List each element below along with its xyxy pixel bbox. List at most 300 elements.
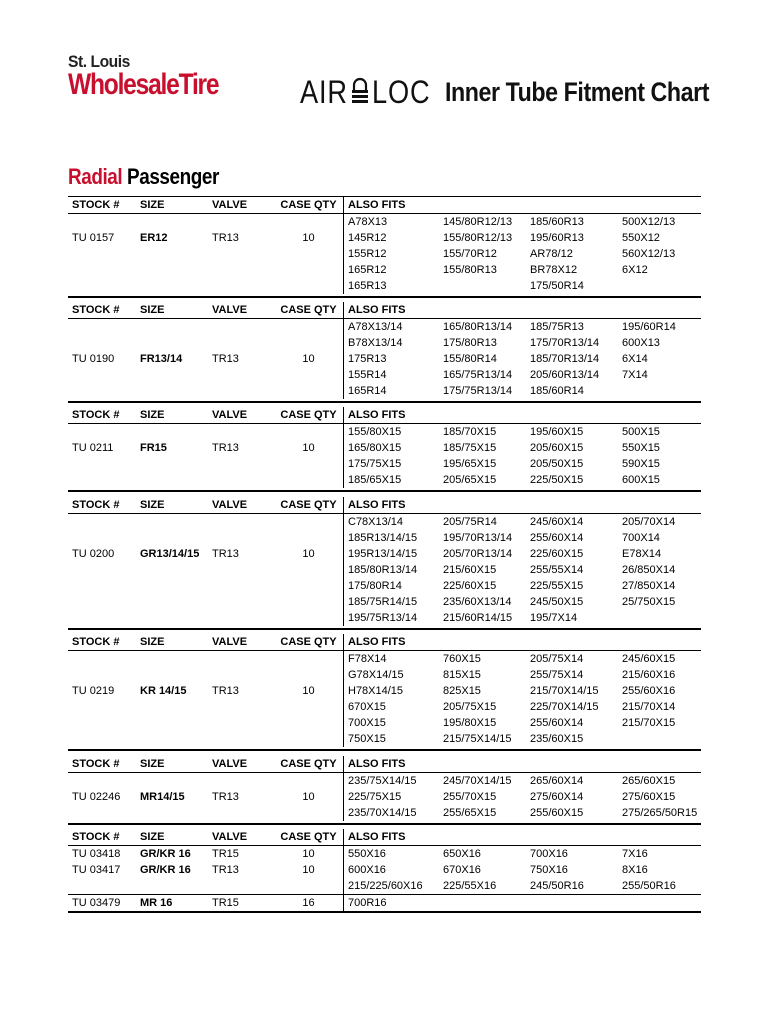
also-fits-cell: 760X15 <box>443 653 481 665</box>
also-fits-cell: 225/50X15 <box>530 474 584 486</box>
tube-size <box>140 773 212 790</box>
also-fits-cell: 155/70R12 <box>443 248 497 260</box>
also-fits-cell: 275/265/50R15 <box>622 807 698 819</box>
also-fits-cell: 670X15 <box>344 699 444 715</box>
valve-type <box>212 246 274 262</box>
also-fits-cell: 255/70X15 <box>443 791 497 803</box>
airloc-brand <box>300 74 752 110</box>
valve-type <box>212 610 274 626</box>
table-row <box>68 319 701 336</box>
also-fits-cell: 265/60X14 <box>530 775 584 787</box>
stock-number <box>68 773 140 790</box>
case-qty <box>274 472 344 488</box>
also-fits-cell: 155R14 <box>344 367 444 383</box>
case-qty: 10 <box>302 685 315 697</box>
stock-number <box>68 805 140 821</box>
valve-type: TR13 <box>212 791 239 803</box>
tube-size <box>140 610 212 626</box>
valve-type <box>212 278 274 294</box>
also-fits-cell: 750X15 <box>344 731 444 747</box>
valve-type <box>212 456 274 472</box>
also-fits-cell: 165/80R13/14 <box>443 321 513 333</box>
valve-type <box>212 514 274 531</box>
stock-number <box>68 367 140 383</box>
table-row <box>68 805 701 821</box>
table-header-row <box>68 197 701 214</box>
table-header-row <box>68 302 701 319</box>
stock-number: TU 0190 <box>72 353 115 365</box>
stock-number <box>68 383 140 399</box>
valve-type <box>212 214 274 231</box>
header-case-qty: CASE QTY <box>280 831 337 843</box>
brand-air: AIR <box>300 74 348 110</box>
stock-number <box>68 562 140 578</box>
also-fits-cell: 195/70R13/14 <box>443 532 513 544</box>
also-fits-cell: 175/70R13/14 <box>530 337 600 349</box>
stock-number <box>68 667 140 683</box>
stock-number: TU 0219 <box>72 685 115 697</box>
also-fits-cell: 195/75R13/14 <box>344 610 444 626</box>
also-fits-cell: 195/7X14 <box>530 612 578 624</box>
tube-size: FR13/14 <box>140 353 183 365</box>
case-qty <box>274 805 344 821</box>
also-fits-cell: 550X12 <box>622 232 660 244</box>
valve-type: TR13 <box>212 864 239 876</box>
tube-size <box>140 262 212 278</box>
valve-type: TR13 <box>212 548 239 560</box>
also-fits-cell: BR78X12 <box>530 264 578 276</box>
case-qty: 10 <box>302 548 315 560</box>
valve-type <box>212 367 274 383</box>
case-qty: 10 <box>302 353 315 365</box>
table-row <box>68 472 701 488</box>
also-fits-cell: 245/60X15 <box>622 653 676 665</box>
also-fits-cell: 205/50X15 <box>530 458 584 470</box>
also-fits-cell: 155/80R13 <box>443 264 497 276</box>
tube-size <box>140 335 212 351</box>
valve-type: TR15 <box>212 897 239 909</box>
table-row <box>68 246 701 262</box>
valve-type <box>212 773 274 790</box>
tube-size <box>140 562 212 578</box>
also-fits-cell: 215/70X14 <box>622 701 676 713</box>
section-heading-red: Radial <box>68 164 123 189</box>
tube-size <box>140 594 212 610</box>
group-bottom-rule <box>68 911 701 913</box>
group-bottom-rule <box>68 628 701 630</box>
header-also-fits: ALSO FITS <box>344 407 702 424</box>
also-fits-cell: 205/75R14 <box>443 516 497 528</box>
header-case-qty: CASE QTY <box>280 409 337 421</box>
table-row <box>68 610 701 626</box>
table-row <box>68 862 701 878</box>
tube-size: GR/KR 16 <box>140 864 191 876</box>
case-qty <box>274 456 344 472</box>
logo-tire: Tire <box>178 68 219 101</box>
tube-size <box>140 214 212 231</box>
table-row <box>68 562 701 578</box>
also-fits-cell: 205/75X15 <box>443 701 497 713</box>
also-fits-cell: 215/70X15 <box>622 717 676 729</box>
table-row <box>68 789 701 805</box>
valve-type: TR13 <box>212 353 239 365</box>
also-fits-cell: 550X15 <box>622 442 660 454</box>
case-qty <box>274 424 344 441</box>
tube-size <box>140 472 212 488</box>
header-stock: STOCK # <box>72 409 120 421</box>
header-size: SIZE <box>140 758 165 770</box>
tube-size <box>140 514 212 531</box>
case-qty <box>274 731 344 747</box>
valve-type <box>212 472 274 488</box>
header-size: SIZE <box>140 636 165 648</box>
group-bottom-rule <box>68 296 701 298</box>
stock-number <box>68 424 140 441</box>
also-fits-cell: 185/70X15 <box>443 426 497 438</box>
also-fits-cell: AR78/12 <box>530 248 573 260</box>
tube-size <box>140 246 212 262</box>
stock-number <box>68 214 140 231</box>
case-qty <box>274 610 344 626</box>
case-qty <box>274 514 344 531</box>
case-qty: 16 <box>302 897 315 909</box>
also-fits-cell: 255/60X14 <box>530 532 584 544</box>
case-qty <box>274 715 344 731</box>
section-heading-black: Passenger <box>127 164 219 189</box>
table-row <box>68 424 701 441</box>
table-row <box>68 278 701 294</box>
case-qty <box>274 594 344 610</box>
tube-size: GR/KR 16 <box>140 848 191 860</box>
valve-type: TR13 <box>212 232 239 244</box>
also-fits-cell: 6X14 <box>622 353 648 365</box>
also-fits-cell: 195/60X15 <box>530 426 584 438</box>
also-fits-cell: 700R16 <box>344 895 444 912</box>
logo-wholesale: Wholesale <box>68 68 179 101</box>
table-row <box>68 383 701 399</box>
header-stock: STOCK # <box>72 499 120 511</box>
tube-size: FR15 <box>140 442 167 454</box>
table-row <box>68 651 701 668</box>
table-row <box>68 878 701 895</box>
also-fits-cell: 590X15 <box>622 458 660 470</box>
also-fits-cell: 7X14 <box>622 369 648 381</box>
also-fits-cell <box>622 383 701 399</box>
also-fits-cell: F78X14 <box>344 651 444 668</box>
page-title: Inner Tube Fitment Chart <box>445 76 710 107</box>
case-qty <box>274 367 344 383</box>
table-row <box>68 667 701 683</box>
group-bottom-rule <box>68 749 701 751</box>
also-fits-cell: 255/55X14 <box>530 564 584 576</box>
case-qty <box>274 383 344 399</box>
also-fits-cell: 650X16 <box>443 848 481 860</box>
table-row <box>68 367 701 383</box>
case-qty <box>274 319 344 336</box>
header-size: SIZE <box>140 304 165 316</box>
table-row <box>68 699 701 715</box>
case-qty <box>274 335 344 351</box>
table-header-row <box>68 497 701 514</box>
table-row <box>68 683 701 699</box>
also-fits-cell: 215/70X14/15 <box>530 685 599 697</box>
table-row <box>68 846 701 863</box>
logo-line2 <box>68 68 219 101</box>
also-fits-cell <box>622 278 701 294</box>
stock-number <box>68 472 140 488</box>
also-fits-cell: 185/60R13 <box>530 216 584 228</box>
header-case-qty: CASE QTY <box>280 758 337 770</box>
stock-number <box>68 731 140 747</box>
also-fits-cell: 165R12 <box>344 262 444 278</box>
case-qty <box>274 278 344 294</box>
valve-type <box>212 383 274 399</box>
also-fits-cell: 155/80X15 <box>344 424 444 441</box>
also-fits-cell: 175/50R14 <box>530 280 584 292</box>
fitment-group <box>68 197 701 294</box>
stock-number <box>68 715 140 731</box>
header-valve: VALVE <box>212 409 248 421</box>
valve-type <box>212 878 274 895</box>
also-fits-cell: 825X15 <box>443 685 481 697</box>
stock-number: TU 03417 <box>72 864 121 876</box>
case-qty <box>274 562 344 578</box>
valve-type <box>212 667 274 683</box>
header-valve: VALVE <box>212 831 248 843</box>
tube-size: MR14/15 <box>140 791 185 803</box>
also-fits-cell: 600X16 <box>344 862 444 878</box>
header-valve: VALVE <box>212 199 248 211</box>
also-fits-cell: 215/225/60X16 <box>344 878 444 895</box>
also-fits-cell: 165/75R13/14 <box>443 369 513 381</box>
also-fits-cell: 500X12/13 <box>622 216 676 228</box>
valve-type <box>212 262 274 278</box>
company-logo <box>68 54 248 100</box>
table-row <box>68 351 701 367</box>
stock-number: TU 03479 <box>72 897 121 909</box>
stock-number <box>68 514 140 531</box>
stock-number <box>68 530 140 546</box>
also-fits-cell: 205/75X14 <box>530 653 584 665</box>
valve-type: TR13 <box>212 685 239 697</box>
also-fits-cell: 165R13 <box>344 278 444 294</box>
also-fits-cell: 815X15 <box>443 669 481 681</box>
also-fits-cell: 215/60X16 <box>622 669 676 681</box>
also-fits-cell: 185/80R13/14 <box>344 562 444 578</box>
fitment-group <box>68 497 701 626</box>
also-fits-cell: 215/75X14/15 <box>443 733 512 745</box>
table-row <box>68 456 701 472</box>
header-also-fits: ALSO FITS <box>344 756 702 773</box>
stock-number <box>68 651 140 668</box>
brand-loc: LOC <box>372 74 431 110</box>
header-stock: STOCK # <box>72 758 120 770</box>
also-fits-cell: 245/50X15 <box>530 596 584 608</box>
table-row <box>68 715 701 731</box>
stock-number <box>68 456 140 472</box>
stock-number <box>68 878 140 895</box>
also-fits-cell: 145/80R12/13 <box>443 216 513 228</box>
case-qty <box>274 530 344 546</box>
also-fits-cell: 195/65X15 <box>443 458 497 470</box>
fitment-group <box>68 302 701 399</box>
group-bottom-rule <box>68 401 701 403</box>
tube-size <box>140 878 212 895</box>
also-fits-cell: 245/70X14/15 <box>443 775 512 787</box>
tube-size <box>140 278 212 294</box>
also-fits-cell: 205/70X14 <box>622 516 676 528</box>
table-row <box>68 731 701 747</box>
valve-type <box>212 530 274 546</box>
valve-type <box>212 594 274 610</box>
also-fits-cell: 235/75X14/15 <box>344 773 444 790</box>
header-case-qty: CASE QTY <box>280 304 337 316</box>
tube-size <box>140 667 212 683</box>
also-fits-cell: 195/80X15 <box>443 717 497 729</box>
stock-number <box>68 610 140 626</box>
also-fits-cell: 550X16 <box>344 846 444 863</box>
header-size: SIZE <box>140 831 165 843</box>
header-stock: STOCK # <box>72 831 120 843</box>
tube-size <box>140 530 212 546</box>
also-fits-cell: 175R13 <box>344 351 444 367</box>
table-row <box>68 773 701 790</box>
also-fits-cell: 255/75X14 <box>530 669 584 681</box>
stock-number: TU 0157 <box>72 232 115 244</box>
table-row <box>68 262 701 278</box>
table-row <box>68 440 701 456</box>
also-fits-cell: 255/65X15 <box>443 807 497 819</box>
header-valve: VALVE <box>212 758 248 770</box>
valve-type <box>212 319 274 336</box>
header-size: SIZE <box>140 199 165 211</box>
header-also-fits: ALSO FITS <box>344 829 702 846</box>
table-row <box>68 530 701 546</box>
table-row <box>68 214 701 231</box>
header-case-qty: CASE QTY <box>280 636 337 648</box>
header-valve: VALVE <box>212 636 248 648</box>
case-qty <box>274 578 344 594</box>
stock-number <box>68 319 140 336</box>
also-fits-cell: 235/60X15 <box>530 733 584 745</box>
also-fits-cell: 265/60X15 <box>622 775 676 787</box>
table-header-row <box>68 407 701 424</box>
also-fits-cell: 155R12 <box>344 246 444 262</box>
also-fits-cell: 235/60X13/14 <box>443 596 512 608</box>
also-fits-cell: 185/75R14/15 <box>344 594 444 610</box>
tube-size <box>140 383 212 399</box>
also-fits-cell: 175/80R13 <box>443 337 497 349</box>
also-fits-cell: 195R13/14/15 <box>344 546 444 562</box>
table-header-row <box>68 634 701 651</box>
table-row <box>68 335 701 351</box>
also-fits-cell: 185/60R14 <box>530 385 584 397</box>
also-fits-cell: 275/60X14 <box>530 791 584 803</box>
group-bottom-rule <box>68 823 701 825</box>
stock-number <box>68 578 140 594</box>
tube-size: GR13/14/15 <box>140 548 200 560</box>
also-fits-cell: 225/70X14/15 <box>530 701 599 713</box>
tube-size <box>140 715 212 731</box>
also-fits-cell: 205/70R13/14 <box>443 548 513 560</box>
also-fits-cell: 195/60R14 <box>622 321 676 333</box>
also-fits-cell: 205/65X15 <box>443 474 497 486</box>
also-fits-cell: 175/75X15 <box>344 456 444 472</box>
table-row <box>68 230 701 246</box>
also-fits-cell: 175/75R13/14 <box>443 385 513 397</box>
also-fits-cell: 255/50R16 <box>622 880 676 892</box>
case-qty: 10 <box>302 442 315 454</box>
also-fits-cell: 600X15 <box>622 474 660 486</box>
stock-number: TU 0211 <box>72 442 114 454</box>
header-stock: STOCK # <box>72 636 120 648</box>
case-qty <box>274 262 344 278</box>
also-fits-cell: 165R14 <box>344 383 444 399</box>
tube-size: KR 14/15 <box>140 685 187 697</box>
also-fits-cell: 245/60X14 <box>530 516 584 528</box>
also-fits-cell: 670X16 <box>443 864 481 876</box>
also-fits-cell: 255/60X16 <box>622 685 676 697</box>
stock-number <box>68 278 140 294</box>
valve-type: TR15 <box>212 848 239 860</box>
stock-number <box>68 246 140 262</box>
also-fits-cell: 185R13/14/15 <box>344 530 444 546</box>
also-fits-cell: 185/75X15 <box>443 442 497 454</box>
case-qty: 10 <box>302 232 315 244</box>
case-qty <box>274 699 344 715</box>
also-fits-cell: 255/60X14 <box>530 717 584 729</box>
also-fits-cell: 225/60X15 <box>530 548 584 560</box>
stock-number: TU 03418 <box>72 848 121 860</box>
valve-type <box>212 562 274 578</box>
also-fits-cell: 225/55X16 <box>443 880 497 892</box>
also-fits-cell <box>530 895 622 912</box>
also-fits-cell: 26/850X14 <box>622 564 676 576</box>
valve-type <box>212 578 274 594</box>
header-valve: VALVE <box>212 304 248 316</box>
also-fits-cell: 6X12 <box>622 264 648 276</box>
also-fits-cell: E78X14 <box>622 548 662 560</box>
tube-size <box>140 456 212 472</box>
also-fits-cell: 155/80R12/13 <box>443 232 513 244</box>
also-fits-cell: 155/80R14 <box>443 353 497 365</box>
tube-size <box>140 651 212 668</box>
case-qty: 10 <box>302 848 315 860</box>
valve-type <box>212 424 274 441</box>
table-row <box>68 578 701 594</box>
section-heading <box>68 164 219 190</box>
header-valve: VALVE <box>212 499 248 511</box>
also-fits-cell: 560X12/13 <box>622 248 676 260</box>
header-size: SIZE <box>140 409 165 421</box>
fitment-group <box>68 756 701 821</box>
fitment-group <box>68 407 701 488</box>
tube-size: ER12 <box>140 232 168 244</box>
also-fits-cell: 600X13 <box>622 337 660 349</box>
also-fits-cell <box>443 278 530 294</box>
also-fits-cell: G78X14/15 <box>344 667 444 683</box>
also-fits-cell: 27/850X14 <box>622 580 676 592</box>
also-fits-cell <box>622 731 701 747</box>
stock-number <box>68 699 140 715</box>
also-fits-cell: 185/75R13 <box>530 321 584 333</box>
also-fits-cell: 215/60R14/15 <box>443 612 513 624</box>
case-qty <box>274 773 344 790</box>
stock-number <box>68 594 140 610</box>
fitment-group <box>68 829 701 911</box>
table-row <box>68 895 701 912</box>
also-fits-cell: A78X13 <box>344 214 444 231</box>
